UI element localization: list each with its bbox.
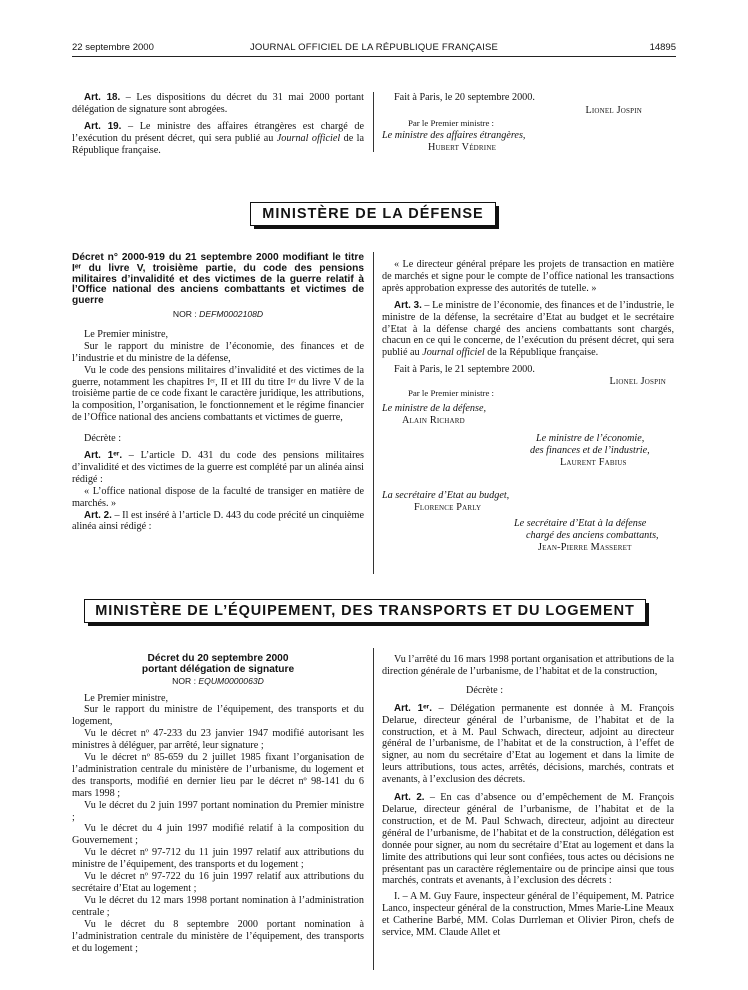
preamble-rapport: Sur le rapport du ministre de l’équipement, des transports et du logement, [72,704,364,728]
signatory-block-economie [530,432,674,469]
preamble-vu: Vu le décret nº 97-712 du 11 juin 1997 relatif aux attributions du ministre de l’équipement, des transports et du logement ; [72,847,364,871]
signatory-name: Florence Parly [414,501,482,513]
decrete-line: Décrète : [466,684,504,696]
delegation-item-1: I. – A M. Guy Faure, inspecteur général de l’équipement, M. Patrice Lanco, inspecteur général de la construction, Mmes Marie-Line Meaux et Catherine Barbé, MM. Colas Durrleman et Olivier Piron, chefs de service, MM. Claude Allet et [382,891,674,939]
preamble-vu: Vu le décret nº 47-233 du 23 janvier 1947 modifié autorisant les ministres à déléguer, par arrêté, leur signature ; [72,728,364,752]
top-left-column [72,92,364,157]
preamble-vu: Vu le décret nº 97-722 du 16 juin 1997 relatif aux attributions du secrétaire d’Etat au logement ; [72,871,364,894]
defense-signatures-lower [382,490,682,554]
preamble-vu: Vu le décret du 12 mars 1998 portant nomination à l’administration centrale ; [72,894,364,918]
signatory-name: Jean-Pierre Masseret [538,541,632,553]
defense-left-column [72,253,364,533]
nor-label: NOR : [172,675,199,686]
article-label: Art. 1ᵉʳ. [84,450,123,462]
equipement-right-column [382,654,674,939]
ministry-banner-defense: MINISTÈRE DE LA DÉFENSE [250,202,496,226]
column-divider-equipement [373,648,374,970]
equipement-left-column [72,654,364,954]
signatory-name: Laurent Fabius [560,456,627,468]
journal-reference: Journal officiel [422,347,485,359]
defense-right-column [382,259,674,469]
quote-2: « Le directeur général prépare les projets de transaction en matière de marchés et signe pour le compte de l’office national les transactions après approbation expresse des autorités de tutelle. » [382,259,674,294]
article-text: – Le ministre de l’économie, des finances et de l’industrie, le ministre de la défense, la secrétaire d’Etat au budget et le secrétaire d’Etat à la défense chargé des anciens combattants sont chargés, chacun en ce qui le concerne, de l’exécution du présent décret, qui sera publié au [382,299,674,359]
signatory-title: Le ministre de l’économie, [536,432,645,444]
article-3 [382,300,674,360]
nor-reference [72,676,364,688]
decree-title: Décret n° 2000-919 du 21 septembre 2000 modifiant le titre Iᵉʳ du livre V, troisième partie, du code des pensions militaires d’invalidité et des victimes de la guerre relatif à l’Office national des anciens combattants et victimes de guerre [72,252,364,307]
ministry-banner-equipement: MINISTÈRE DE L’ÉQUIPEMENT, DES TRANSPORTS ET DU LOGEMENT [84,599,646,623]
preamble-vu-arrete: Vu l’arrêté du 16 mars 1998 portant organisation et attributions de la direction générale de l’urbanisme, de l’habitat et de la construction, [382,654,674,677]
signatory-block-budget [382,490,682,514]
article-text: de la République française. [484,347,599,359]
article-1 [72,450,364,486]
article-text: – Délégation permanente est donnée à M. François Delarue, directeur général de l’urbanisme, de l’habitat et de la construction, et à M. Paul Schwach, directeur, adjoint au directeur général de l’urbanisme, de l’habitat et de la construction, à l’effet de signer, au nom du secrétaire d’Etat au logement et dans la limite de leurs attributions, tous actes, arrêtés, décisions, marchés, contrats et avenants, à l’exclusion des décrets. [382,702,674,786]
par-premier-ministre: Par le Premier ministre : [408,388,494,399]
signatory-block-anciens-combattants [514,518,682,554]
article-text: – En cas d’absence ou d’empêchement de M. François Delarue, directeur général de l’urbanisme, de l’habitat et de la construction, et de M. Paul Schwach, directeur, adjoint au directeur général de l’urbanisme, de l’habitat et de la construction, délégation est donnée pour signer, au nom du secrétaire d’Etat au logement et dans la limite des attributions qui leur sont confiées, tous actes ou décisions ne présentant pas un caractère réglementaire ou de principe ainsi que tous marchés, contrats et avenants, à l’exclusion des décrets : [382,792,674,887]
signatory-title: Le secrétaire d’Etat à la défense [514,517,647,529]
journal-title: JOURNAL OFFICIEL DE LA RÉPUBLIQUE FRANÇAISE [249,42,499,53]
preamble-pm: Le Premier ministre, [84,692,169,704]
article-1 [382,703,674,786]
preamble-vu: Vu le décret du 8 septembre 2000 portant nomination à l’administration centrale du ministère de l’équipement, des transports et du logement ; [72,918,364,954]
signatory-title: chargé des anciens combattants, [526,529,659,541]
top-right-column [382,92,674,154]
signatory-title: Le ministre de la défense, [382,402,487,414]
quote-1: « L’office national dispose de la faculté de transiger en matière de marchés. » [72,485,364,509]
article-label: Art. 1ᵉʳ. [394,702,432,714]
signatory-title: des finances et de l’industrie, [530,444,650,456]
signer-prime-minister: Lionel Jospin [585,104,642,116]
preamble-vu: Vu le décret nº 85-659 du 2 juillet 1985 fixant l’organisation de l’administration centrale du ministère de l’urbanisme, du logement et des transports, modifié en dernier lieu par le décret nº 98-141 du 6 mars 1998 ; [72,752,364,799]
nor-code: DEFM0002108D [199,308,264,319]
article-label: Art. 18. [84,92,121,103]
article-label: Art. 2. [84,509,112,521]
par-premier-ministre: Par le Premier ministre : [408,117,494,128]
preamble-pm: Le Premier ministre, [84,328,169,340]
nor-reference [72,309,364,321]
article-label: Art. 3. [394,299,422,311]
page-number: 14895 [649,42,676,53]
article-19 [72,121,364,157]
preamble-rapport: Sur le rapport du ministre de l’économie, des finances et de l’industrie et du ministre de la défense, [72,340,364,364]
journal-reference: Journal officiel [276,132,341,144]
running-header [72,38,676,56]
header-rule [72,56,676,57]
minister-title: Le ministre des affaires étrangères, [382,129,526,141]
column-divider-top [373,92,374,152]
decree-title: portant délégation de signature [141,663,295,675]
preamble-vu: Vu le décret du 4 juin 1997 modifié relatif à la composition du Gouvernement ; [72,823,364,847]
column-divider-defense [373,252,374,574]
article-18 [72,92,364,116]
signature-date: Fait à Paris, le 20 septembre 2000. [394,92,535,103]
article-label: Art. 19. [84,120,122,132]
signatory-title: La secrétaire d’Etat au budget, [382,490,510,501]
nor-label: NOR : [172,308,200,319]
article-text: – Le ministre des affaires étrangères est chargé de l’exécution du présent décret, qui sera publié au [72,120,364,144]
article-text: – L’article D. 431 du code des pensions militaires d’invalidité et des victimes de la guerre est complété par un alinéa ainsi rédigé : [72,450,364,485]
article-2 [382,792,674,887]
article-text: de la République française. [72,132,365,156]
decrete-line: Décrète : [84,433,122,445]
nor-code: EQUM0000063D [198,675,264,686]
signer-prime-minister: Lionel Jospin [609,376,666,388]
signature-date: Fait à Paris, le 21 septembre 2000. [394,364,535,376]
minister-name: Hubert Védrine [428,141,497,153]
article-text: – Il est inséré à l’article D. 443 du code précité un cinquième alinéa ainsi rédigé : [72,509,364,533]
decree-title: Décret du 20 septembre 2000 [147,653,289,664]
preamble-vu: Vu le décret du 2 juin 1997 portant nomination du Premier ministre ; [72,799,364,823]
signatory-name: Alain Richard [402,414,465,426]
header-date: 22 septembre 2000 [72,42,154,53]
article-label: Art. 2. [394,792,425,804]
article-text: – Les dispositions du décret du 31 mai 2000 portant délégation de signature sont abrogées. [72,92,364,115]
preamble-vu-code: Vu le code des pensions militaires d’invalidité et des victimes de la guerre, notamment les chapitres Iᵉʳ, II et III du titre Iᵉʳ du livre V de la troisième partie de ce code fixant le caractère juridique, les attributions, la composition, l’organisation, le fonctionnement et le régime financier de l’Office national des anciens combattants et victimes de guerre, [72,364,364,424]
article-2 [72,510,364,534]
